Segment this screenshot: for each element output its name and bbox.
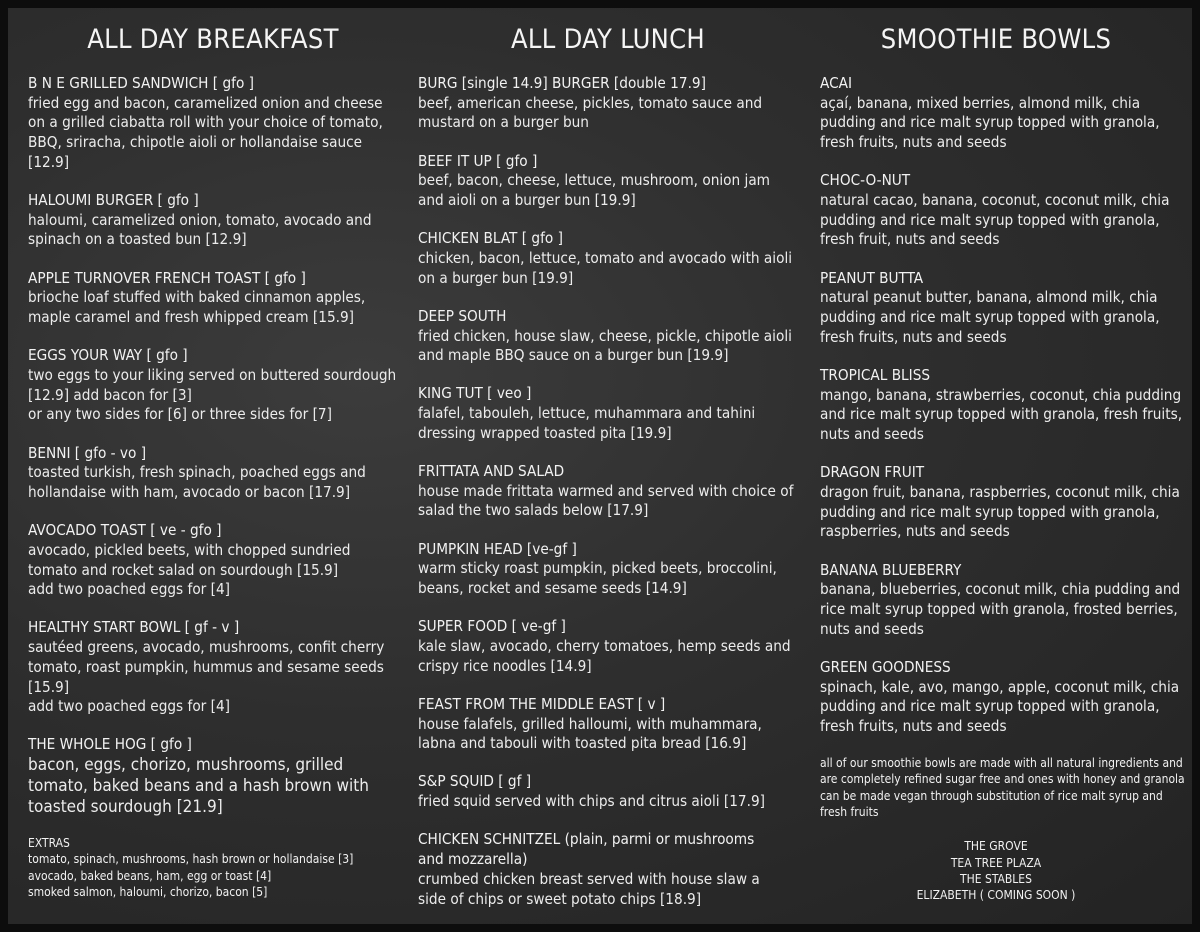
menu-item — [28, 735, 398, 818]
menu-item — [28, 191, 398, 250]
item-description: haloumi, caramelized onion, tomato, avocado and spinach on a toasted bun [12.9] — [28, 210, 372, 249]
item-name: HEALTHY START BOWL [ gf - v ] — [28, 618, 240, 637]
item-description: mango, banana, strawberries, coconut, chia pudding and rice malt syrup topped with granola, fresh fruits, nuts and seeds — [820, 385, 1183, 444]
item-name: PEANUT BUTTA — [820, 268, 924, 287]
smoothie-note: all of our smoothie bowls are made with all natural ingredients and are completely refined sugar free and ones with honey and granola can be made vegan through substitution of rice malt syrup and fresh fruits — [820, 756, 1185, 820]
item-name: HALOUMI BURGER [ gfo ] — [28, 191, 199, 210]
item-name: APPLE TURNOVER FRENCH TOAST [ gfo ] — [28, 268, 306, 287]
item-description: natural cacao, banana, coconut, coconut milk, chia pudding and rice malt syrup topped with granola, fresh fruit, nuts and seeds — [820, 191, 1170, 249]
location-item: THE STABLES — [960, 871, 1032, 886]
item-description: fried chicken, house slaw, cheese, pickle, chipotle aioli and maple BBQ sauce on a burger bun [19.9] — [418, 326, 792, 365]
item-description: house falafels, grilled halloumi, with muhammara, labna and tabouli with toasted pita bread [16.9] — [418, 714, 762, 753]
item-description: toasted turkish, fresh spinach, poached eggs and hollandaise with ham, avocado or bacon [17.9] — [28, 463, 366, 501]
menu-item — [820, 463, 1190, 542]
location-item: TEA TREE PLAZA — [950, 855, 1042, 870]
breakfast-column — [28, 24, 398, 901]
item-name: BEEF IT UP [ gfo ] — [418, 151, 538, 170]
extras-line: smoked salmon, haloumi, chorizo, bacon [5] — [28, 885, 268, 900]
item-description: dragon fruit, banana, raspberries, coconut milk, chia pudding and rice malt syrup topped with granola, raspberries, nuts and seeds — [820, 482, 1180, 541]
item-description: beef, bacon, cheese, lettuce, mushroom, onion jam and aioli on a burger bun [19.9] — [418, 171, 770, 210]
item-description: beef, american cheese, pickles, tomato sauce and mustard on a burger bun — [418, 93, 763, 132]
locations-list — [820, 838, 1172, 903]
item-name: GREEN GOODNESS — [820, 657, 951, 676]
item-name: EGGS YOUR WAY [ gfo ] — [28, 346, 188, 365]
item-name: DRAGON FRUIT — [820, 463, 925, 482]
item-description: spinach, kale, avo, mango, apple, coconut milk, chia pudding and rice malt syrup topped with granola, fresh fruits, nuts and seeds — [820, 677, 1180, 735]
item-description: natural peanut butter, banana, almond milk, chia pudding and rice malt syrup topped with granola, fresh fruits, nuts and seeds — [820, 288, 1160, 346]
extras-line: tomato, spinach, mushrooms, hash brown or hollandaise [3] — [28, 852, 354, 867]
item-name: B N E GRILLED SANDWICH [ gfo ] — [28, 74, 254, 92]
item-name: THE WHOLE HOG [ gfo ] — [28, 735, 192, 754]
location-item: ELIZABETH ( COMING SOON ) — [916, 888, 1076, 903]
item-description: warm sticky roast pumpkin, picked beets, broccolini, beans, rocket and sesame seeds [14.9] — [418, 559, 777, 598]
item-name: S&P SQUID [ gf ] — [418, 772, 532, 791]
item-name: KING TUT [ veo ] — [418, 384, 532, 403]
menu-item — [418, 74, 798, 133]
item-name: BENNI [ gfo - vo ] — [28, 443, 147, 462]
menu-item — [418, 152, 798, 211]
extras-line: avocado, baked beans, ham, egg or toast [4] — [28, 868, 272, 883]
menu-item — [28, 346, 398, 425]
lunch-column — [418, 24, 798, 924]
item-name: CHICKEN BLAT [ gfo ] — [418, 229, 563, 248]
menu-item — [820, 561, 1190, 640]
menu-item — [418, 229, 798, 288]
item-description: banana, blueberries, coconut milk, chia pudding and rice malt syrup topped with granola, frosted berries, nuts and seeds — [820, 580, 1181, 638]
item-description: brioche loaf stuffed with baked cinnamon apples, maple caramel and fresh whipped cream [15.9] — [28, 288, 366, 327]
menu-item — [820, 269, 1190, 348]
menu-item — [418, 384, 798, 443]
menu-item — [418, 772, 798, 811]
menu-item — [820, 366, 1190, 445]
item-name: CHICKEN SCHNITZEL (plain, parmi or mushrooms and mozzarella) — [418, 830, 755, 869]
item-description: avocado, pickled beets, with chopped sundried tomato and rocket salad on sourdough [15.9] — [28, 540, 351, 579]
item-name: FRITTATA AND SALAD — [418, 462, 565, 481]
item-name: FEAST FROM THE MIDDLE EAST [ v ] — [418, 694, 666, 713]
item-addon: add two poached eggs for [4] — [28, 580, 230, 599]
item-name: CHOC-O-NUT — [820, 171, 911, 190]
menu-item — [820, 171, 1190, 250]
smoothie-column — [820, 24, 1190, 904]
menu-item — [28, 269, 398, 328]
item-description: falafel, tabouleh, lettuce, muhammara and tahini dressing wrapped toasted pita [19.9] — [418, 404, 756, 442]
item-description: sautéed greens, avocado, mushrooms, confit cherry tomato, roast pumpkin, hummus and sesame seeds [15.9] — [28, 638, 385, 696]
menu-item — [28, 618, 398, 717]
smoothie-title: SMOOTHIE BOWLS — [880, 24, 1112, 55]
item-name: DEEP SOUTH — [418, 306, 507, 325]
menu-item — [418, 617, 798, 676]
item-description: fried egg and bacon, caramelized onion and cheese on a grilled ciabatta roll with your choice of tomato, BBQ, sriracha, chipotle aioli or hollandaise sauce [12.9] — [28, 93, 383, 171]
menu-item — [820, 74, 1190, 153]
menu-item — [820, 658, 1190, 737]
location-item: THE GROVE — [964, 839, 1028, 854]
item-description: chicken, bacon, lettuce, tomato and avocado with aioli on a burger bun [19.9] — [418, 248, 793, 287]
item-name: TROPICAL BLISS — [820, 365, 931, 384]
item-name: ACAI — [820, 74, 852, 92]
item-description: crumbed chicken breast served with house slaw a side of chips or sweet potato chips [18.9] — [418, 869, 760, 908]
item-description: house made frittata warmed and served with choice of salad the two salads below [17.9] — [418, 481, 794, 520]
item-addon: or any two sides for [6] or three sides for [7] — [28, 405, 332, 424]
menu-item — [28, 521, 398, 600]
item-name: BANANA BLUEBERRY — [820, 560, 962, 579]
menu-item — [418, 307, 798, 366]
item-addon: add two poached eggs for [4] — [28, 697, 230, 716]
menu-item — [418, 695, 798, 754]
item-name: PUMPKIN HEAD [ve-gf ] — [418, 539, 577, 558]
item-description: fried squid served with chips and citrus aioli [17.9] — [418, 792, 765, 811]
menu-item — [28, 74, 398, 173]
item-description: açaí, banana, mixed berries, almond milk, chia pudding and rice malt syrup topped with granola, fresh fruits, nuts and seeds — [820, 93, 1160, 152]
item-name: AVOCADO TOAST [ ve - gfo ] — [28, 521, 222, 540]
item-description: two eggs to your liking served on buttered sourdough [12.9] add bacon for [3] — [28, 365, 397, 404]
menu-item — [418, 462, 798, 521]
extras-section — [28, 835, 398, 901]
item-description: kale slaw, avocado, cherry tomatoes, hemp seeds and crispy rice noodles [14.9] — [418, 636, 791, 675]
menu-item — [28, 444, 398, 503]
breakfast-title: ALL DAY BREAKFAST — [87, 24, 339, 55]
item-name: BURG [single 14.9] BURGER [double 17.9] — [418, 74, 706, 92]
item-description: bacon, eggs, chorizo, mushrooms, grilled tomato, baked beans and a hash brown with toasted sourdough [21.9] — [28, 755, 369, 818]
extras-title: EXTRAS — [28, 835, 70, 850]
menu-item — [418, 830, 783, 909]
item-name: SUPER FOOD [ ve-gf ] — [418, 617, 566, 636]
menu-item — [418, 540, 798, 599]
lunch-title: ALL DAY LUNCH — [511, 24, 705, 55]
menu-board — [8, 8, 1192, 924]
